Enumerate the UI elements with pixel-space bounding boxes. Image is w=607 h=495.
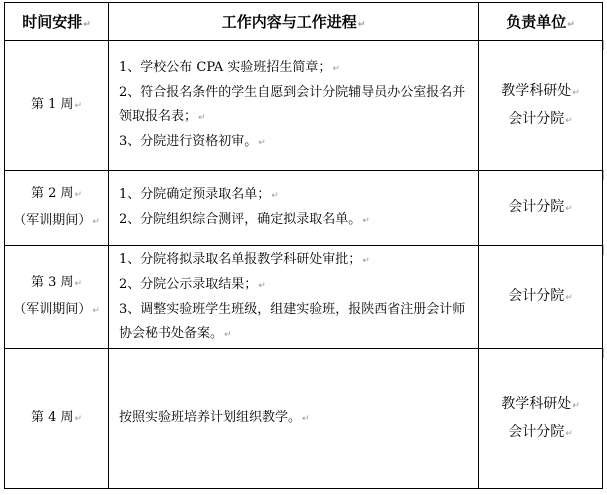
table-row	[5, 171, 603, 246]
content-cell: 1、分院确定预录取名单；↵ 2、分院组织综合测评，确定拟录取名单。↵	[109, 171, 479, 246]
table-header-row	[5, 3, 603, 41]
row-end-marker	[603, 348, 607, 358]
work-schedule-table	[4, 2, 603, 489]
period-cell: 第 3 周↵ （军训期间）↵	[5, 246, 109, 349]
period-cell: 第 4 周↵	[5, 349, 109, 489]
content-cell: 按照实验班培养计划组织教学。↵	[109, 349, 479, 489]
table-row	[5, 41, 603, 171]
row-end-marker	[603, 40, 607, 50]
header-unit: 负责单位↵	[479, 3, 603, 41]
header-time: 时间安排↵	[5, 3, 109, 41]
period-cell: 第 1 周↵	[5, 41, 109, 171]
table-row	[5, 246, 603, 349]
unit-cell: 会计分院↵	[479, 171, 603, 246]
header-content: 工作内容与工作进程↵	[109, 3, 479, 41]
content-cell: 1、分院将拟录取名单报教学科研处审批；↵ 2、分院公示录取结果；↵ 3、调整实验班学生班级，组建实验班，报陕西省注册会计师协会秘书处备案。↵	[109, 246, 479, 349]
row-end-marker	[603, 170, 607, 180]
content-cell: 1、学校公布 CPA 实验班招生简章；↵ 2、符合报名条件的学生自愿到会计分院辅导员办公室报名并领取报名表；↵ 3、分院进行资格初审。↵	[109, 41, 479, 171]
unit-cell: 会计分院↵	[479, 246, 603, 349]
unit-cell: 教学科研处↵ 会计分院↵	[479, 349, 603, 489]
unit-cell: 教学科研处↵ 会计分院↵	[479, 41, 603, 171]
row-end-marker	[603, 245, 607, 255]
table-row	[5, 349, 603, 489]
period-cell: 第 2 周↵ （军训期间）↵	[5, 171, 109, 246]
